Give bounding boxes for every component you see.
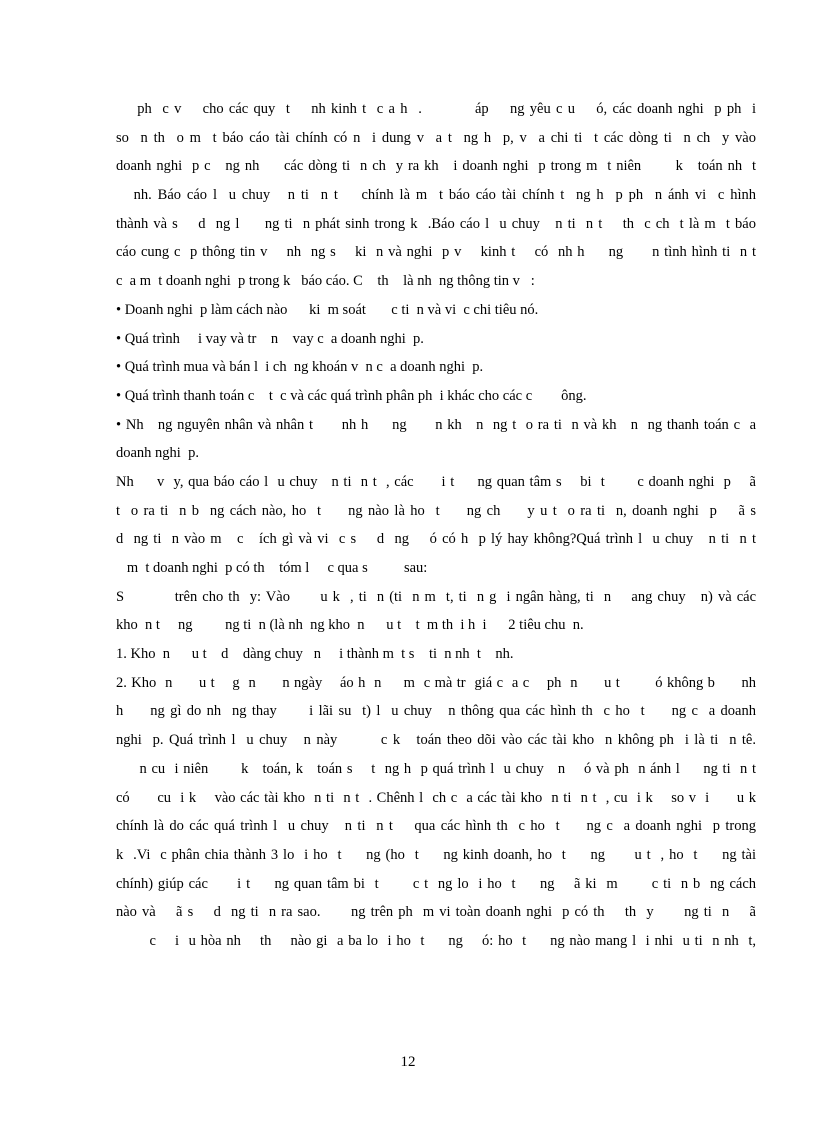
bullet-item: • Doanh nghi p làm cách nào ki m soát c ti n và vi c chi tiêu nó. xyxy=(116,301,539,318)
text-line: doanh nghi p. xyxy=(116,445,199,462)
body-text xyxy=(116,95,756,956)
text-line: thành và s d ng l ng ti n phát sinh trong k .Báo cáo l u chuy n ti n t th c ch t là m t báo xyxy=(116,215,756,232)
text-line: cáo cung c p thông tin v nh ng s ki n và nghi p v kinh t có nh h ng n tình hình ti n t xyxy=(116,244,756,261)
text-line: m t doanh nghi p có th tóm l c qua s sau: xyxy=(116,560,428,576)
bullet-item: • Nh ng nguyên nhân và nhân t nh h ng n kh n ng t o ra ti n và kh n ng thanh toán c a xyxy=(116,416,756,433)
numbered-item: 1. Kho n u t d dàng chuy n i thành m t s ti n nh t nh. xyxy=(116,646,514,663)
text-line: so n th o m t báo cáo tài chính có n i dung v a t ng h p, v a chi ti t các dòng ti n ch y vào xyxy=(116,129,756,146)
text-line: t o ra ti n b ng cách nào, ho t ng nào là ho t ng ch y u t o ra ti n, doanh nghi p ã s xyxy=(116,502,756,519)
text-line: có cu i k vào các tài kho n ti n t . Chênh l ch c a các tài kho n ti n t , cu i k so v i u k xyxy=(116,789,756,806)
text-line: kho n t ng ng ti n (là nh ng kho n u t t m th i h i 2 tiêu chu n. xyxy=(116,617,584,634)
text-line: nghi p. Quá trình l u chuy n này c k toán theo dõi vào các tài kho n không ph i là ti n tê. xyxy=(116,732,756,749)
text-line: chính là do các quá trình l u chuy n ti n t qua các hình th c ho t ng c a doanh nghi p trong xyxy=(116,818,756,835)
text-line: nh. Báo cáo l u chuy n ti n t chính là m t báo cáo tài chính t ng h p ph n ánh vi c hình xyxy=(116,187,756,204)
numbered-item: 2. Kho n u t g n n ngày áo h n m c mà tr giá c a c ph n u t ó không b nh xyxy=(116,674,756,691)
bullet-item: • Quá trình thanh toán c t c và các quá trình phân ph i khác cho các c ông. xyxy=(116,387,587,404)
text-line: nào và ã s d ng ti n ra sao. ng trên ph m vi toàn doanh nghi p có th th y ng ti n ã xyxy=(116,904,756,921)
text-line: Nh v y, qua báo cáo l u chuy n ti n t , các i t ng quan tâm s bi t c doanh nghi p ã xyxy=(116,473,756,490)
bullet-item: • Quá trình i vay và tr n vay c a doanh nghi p. xyxy=(116,330,424,347)
text-line: doanh nghi p c ng nh các dòng ti n ch y ra kh i doanh nghi p trong m t niên k toán nh t xyxy=(116,158,756,175)
text-line: d ng ti n vào m c ích gì và vi c s d ng ó có h p lý hay không?Quá trình l u chuy n ti n t xyxy=(116,531,756,548)
text-line: S trên cho th y: Vào u k , ti n (ti n m t, ti n g i ngân hàng, ti n ang chuy n) và các xyxy=(116,588,756,605)
text-line: n cu i niên k toán, k toán s t ng h p quá trình l u chuy n ó và ph n ánh l ng ti n t xyxy=(116,760,756,777)
text-line: chính) giúp các i t ng quan tâm bi t c t ng lo i ho t ng ã ki m c ti n b ng cách xyxy=(116,875,756,892)
bullet-item: • Quá trình mua và bán l i ch ng khoán v n c a doanh nghi p. xyxy=(116,359,484,376)
text-line: h ng gì do nh ng thay i lãi su t) l u chuy n thông qua các hình th c ho t ng c a doanh xyxy=(116,703,756,720)
text-line: c a m t doanh nghi p trong k báo cáo. C th là nh ng thông tin v : xyxy=(116,273,535,290)
text-line: ph c v cho các quy t nh kinh t c a h . áp ng yêu c u ó, các doanh nghi p ph i xyxy=(116,101,756,117)
text-line: c i u hòa nh th nào gi a ba lo i ho t ng ó: ho t ng nào mang l i nhi u ti n nh t, xyxy=(116,932,756,949)
text-line: k .Vi c phân chia thành 3 lo i ho t ng (ho t ng kinh doanh, ho t ng u t , ho t ng tài xyxy=(116,846,756,863)
page-number: 12 xyxy=(400,1054,416,1070)
